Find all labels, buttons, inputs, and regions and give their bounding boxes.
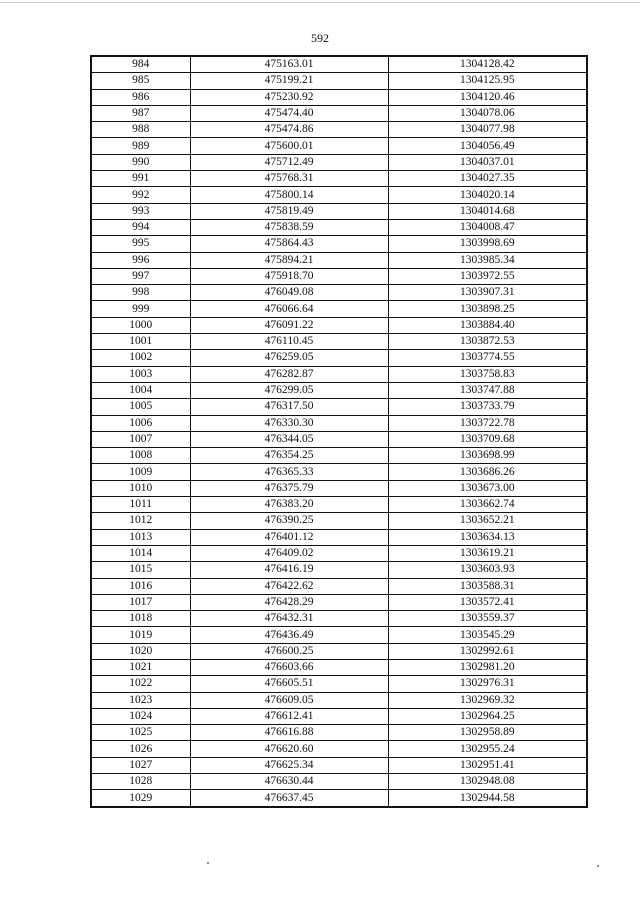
point-number-cell: 1000 (91, 317, 190, 333)
x-coordinate-cell: 476390.25 (190, 513, 388, 529)
point-number-cell: 995 (91, 236, 190, 252)
y-coordinate-cell: 1303884.40 (388, 317, 587, 333)
table-row (91, 562, 587, 578)
x-coordinate-cell: 476365.33 (190, 464, 388, 480)
x-coordinate-cell: 476616.88 (190, 725, 388, 741)
y-coordinate-cell: 1304077.98 (388, 122, 587, 138)
x-coordinate-cell: 476375.79 (190, 480, 388, 496)
table-row (91, 122, 587, 138)
table-row (91, 105, 587, 121)
y-coordinate-cell: 1303619.21 (388, 545, 587, 561)
point-number-cell: 1019 (91, 627, 190, 643)
y-coordinate-cell: 1304120.46 (388, 89, 587, 105)
y-coordinate-cell: 1302976.31 (388, 676, 587, 692)
x-coordinate-cell: 476383.20 (190, 497, 388, 513)
point-number-cell: 1016 (91, 578, 190, 594)
y-coordinate-cell: 1304125.95 (388, 73, 587, 89)
y-coordinate-cell: 1302951.41 (388, 757, 587, 773)
table-row (91, 399, 587, 415)
x-coordinate-cell: 476637.45 (190, 790, 388, 807)
x-coordinate-cell: 476422.62 (190, 578, 388, 594)
x-coordinate-cell: 476066.64 (190, 301, 388, 317)
y-coordinate-cell: 1304014.68 (388, 203, 587, 219)
x-coordinate-cell: 475600.01 (190, 138, 388, 154)
y-coordinate-cell: 1303898.25 (388, 301, 587, 317)
point-number-cell: 1014 (91, 545, 190, 561)
table-row (91, 268, 587, 284)
x-coordinate-cell: 476620.60 (190, 741, 388, 757)
point-number-cell: 1017 (91, 594, 190, 610)
y-coordinate-cell: 1303998.69 (388, 236, 587, 252)
point-number-cell: 1025 (91, 725, 190, 741)
point-number-cell: 990 (91, 154, 190, 170)
x-coordinate-cell: 476049.08 (190, 285, 388, 301)
x-coordinate-cell: 476609.05 (190, 692, 388, 708)
scan-top-edge (0, 2, 640, 3)
y-coordinate-cell: 1303698.99 (388, 448, 587, 464)
point-number-cell: 1020 (91, 643, 190, 659)
point-number-cell: 989 (91, 138, 190, 154)
table-row (91, 187, 587, 203)
y-coordinate-cell: 1302969.32 (388, 692, 587, 708)
table-row (91, 578, 587, 594)
x-coordinate-cell: 476299.05 (190, 382, 388, 398)
table-row (91, 317, 587, 333)
x-coordinate-cell: 476401.12 (190, 529, 388, 545)
table-row (91, 171, 587, 187)
x-coordinate-cell: 476625.34 (190, 757, 388, 773)
x-coordinate-cell: 475163.01 (190, 56, 388, 73)
point-number-cell: 1009 (91, 464, 190, 480)
coordinates-table-body (91, 56, 587, 807)
table-row (91, 643, 587, 659)
point-number-cell: 1024 (91, 708, 190, 724)
point-number-cell: 1007 (91, 431, 190, 447)
point-number-cell: 994 (91, 219, 190, 235)
point-number-cell: 987 (91, 105, 190, 121)
y-coordinate-cell: 1303603.93 (388, 562, 587, 578)
point-number-cell: 1010 (91, 480, 190, 496)
table-row (91, 285, 587, 301)
table-row (91, 236, 587, 252)
table-row (91, 480, 587, 496)
table-row (91, 154, 587, 170)
x-coordinate-cell: 476344.05 (190, 431, 388, 447)
y-coordinate-cell: 1303972.55 (388, 268, 587, 284)
x-coordinate-cell: 476317.50 (190, 399, 388, 415)
table-row (91, 73, 587, 89)
y-coordinate-cell: 1303545.29 (388, 627, 587, 643)
point-number-cell: 1001 (91, 334, 190, 350)
table-row (91, 692, 587, 708)
point-number-cell: 1027 (91, 757, 190, 773)
scan-speck (207, 862, 209, 864)
x-coordinate-cell: 476416.19 (190, 562, 388, 578)
x-coordinate-cell: 476428.29 (190, 594, 388, 610)
y-coordinate-cell: 1303673.00 (388, 480, 587, 496)
point-number-cell: 991 (91, 171, 190, 187)
y-coordinate-cell: 1303652.21 (388, 513, 587, 529)
y-coordinate-cell: 1303774.55 (388, 350, 587, 366)
y-coordinate-cell: 1304027.35 (388, 171, 587, 187)
point-number-cell: 1026 (91, 741, 190, 757)
point-number-cell: 1008 (91, 448, 190, 464)
x-coordinate-cell: 476630.44 (190, 774, 388, 790)
y-coordinate-cell: 1303634.13 (388, 529, 587, 545)
table-row (91, 219, 587, 235)
point-number-cell: 1015 (91, 562, 190, 578)
table-row (91, 431, 587, 447)
x-coordinate-cell: 476354.25 (190, 448, 388, 464)
table-row (91, 757, 587, 773)
y-coordinate-cell: 1303907.31 (388, 285, 587, 301)
y-coordinate-cell: 1303559.37 (388, 611, 587, 627)
point-number-cell: 1028 (91, 774, 190, 790)
y-coordinate-cell: 1303985.34 (388, 252, 587, 268)
coordinates-table (90, 55, 588, 808)
y-coordinate-cell: 1303758.83 (388, 366, 587, 382)
table-row (91, 725, 587, 741)
x-coordinate-cell: 475768.31 (190, 171, 388, 187)
point-number-cell: 1022 (91, 676, 190, 692)
x-coordinate-cell: 476110.45 (190, 334, 388, 350)
y-coordinate-cell: 1304020.14 (388, 187, 587, 203)
table-row (91, 252, 587, 268)
table-row (91, 545, 587, 561)
y-coordinate-cell: 1303709.68 (388, 431, 587, 447)
y-coordinate-cell: 1302948.08 (388, 774, 587, 790)
x-coordinate-cell: 475474.40 (190, 105, 388, 121)
table-row (91, 529, 587, 545)
y-coordinate-cell: 1302944.58 (388, 790, 587, 807)
table-row (91, 382, 587, 398)
y-coordinate-cell: 1304037.01 (388, 154, 587, 170)
table-row (91, 138, 587, 154)
scan-speck (597, 865, 599, 867)
x-coordinate-cell: 476612.41 (190, 708, 388, 724)
point-number-cell: 993 (91, 203, 190, 219)
x-coordinate-cell: 476603.66 (190, 659, 388, 675)
table-row (91, 89, 587, 105)
table-row (91, 203, 587, 219)
table-row (91, 790, 587, 807)
point-number-cell: 1012 (91, 513, 190, 529)
point-number-cell: 997 (91, 268, 190, 284)
x-coordinate-cell: 475474.86 (190, 122, 388, 138)
table-row (91, 366, 587, 382)
x-coordinate-cell: 476432.31 (190, 611, 388, 627)
page-number: 592 (311, 31, 329, 45)
x-coordinate-cell: 476600.25 (190, 643, 388, 659)
x-coordinate-cell: 475864.43 (190, 236, 388, 252)
point-number-cell: 1023 (91, 692, 190, 708)
table-row (91, 676, 587, 692)
x-coordinate-cell: 476605.51 (190, 676, 388, 692)
x-coordinate-cell: 475918.70 (190, 268, 388, 284)
x-coordinate-cell: 476409.02 (190, 545, 388, 561)
table-row (91, 415, 587, 431)
table-row (91, 708, 587, 724)
x-coordinate-cell: 476091.22 (190, 317, 388, 333)
point-number-cell: 1004 (91, 382, 190, 398)
point-number-cell: 1013 (91, 529, 190, 545)
point-number-cell: 996 (91, 252, 190, 268)
y-coordinate-cell: 1304128.42 (388, 56, 587, 73)
y-coordinate-cell: 1302958.89 (388, 725, 587, 741)
y-coordinate-cell: 1303747.88 (388, 382, 587, 398)
table-row (91, 594, 587, 610)
point-number-cell: 1006 (91, 415, 190, 431)
point-number-cell: 1003 (91, 366, 190, 382)
x-coordinate-cell: 475819.49 (190, 203, 388, 219)
y-coordinate-cell: 1302964.25 (388, 708, 587, 724)
x-coordinate-cell: 476282.87 (190, 366, 388, 382)
y-coordinate-cell: 1302955.24 (388, 741, 587, 757)
table-row (91, 56, 587, 73)
x-coordinate-cell: 475199.21 (190, 73, 388, 89)
x-coordinate-cell: 475800.14 (190, 187, 388, 203)
table-row (91, 448, 587, 464)
y-coordinate-cell: 1303572.41 (388, 594, 587, 610)
y-coordinate-cell: 1302992.61 (388, 643, 587, 659)
y-coordinate-cell: 1303872.53 (388, 334, 587, 350)
table-row (91, 774, 587, 790)
point-number-cell: 1021 (91, 659, 190, 675)
table-row (91, 464, 587, 480)
point-number-cell: 984 (91, 56, 190, 73)
table-row (91, 497, 587, 513)
point-number-cell: 1029 (91, 790, 190, 807)
x-coordinate-cell: 476330.30 (190, 415, 388, 431)
table-row (91, 301, 587, 317)
point-number-cell: 999 (91, 301, 190, 317)
y-coordinate-cell: 1303588.31 (388, 578, 587, 594)
x-coordinate-cell: 475894.21 (190, 252, 388, 268)
table-row (91, 741, 587, 757)
y-coordinate-cell: 1303722.78 (388, 415, 587, 431)
y-coordinate-cell: 1303662.74 (388, 497, 587, 513)
table-row (91, 659, 587, 675)
y-coordinate-cell: 1304078.06 (388, 105, 587, 121)
x-coordinate-cell: 475838.59 (190, 219, 388, 235)
y-coordinate-cell: 1304008.47 (388, 219, 587, 235)
point-number-cell: 988 (91, 122, 190, 138)
point-number-cell: 985 (91, 73, 190, 89)
x-coordinate-cell: 476436.49 (190, 627, 388, 643)
point-number-cell: 1002 (91, 350, 190, 366)
x-coordinate-cell: 475712.49 (190, 154, 388, 170)
x-coordinate-cell: 476259.05 (190, 350, 388, 366)
table-row (91, 350, 587, 366)
table-row (91, 627, 587, 643)
table-row (91, 513, 587, 529)
point-number-cell: 1018 (91, 611, 190, 627)
y-coordinate-cell: 1302981.20 (388, 659, 587, 675)
y-coordinate-cell: 1303686.26 (388, 464, 587, 480)
y-coordinate-cell: 1303733.79 (388, 399, 587, 415)
point-number-cell: 992 (91, 187, 190, 203)
point-number-cell: 1011 (91, 497, 190, 513)
point-number-cell: 1005 (91, 399, 190, 415)
y-coordinate-cell: 1304056.49 (388, 138, 587, 154)
x-coordinate-cell: 475230.92 (190, 89, 388, 105)
point-number-cell: 986 (91, 89, 190, 105)
point-number-cell: 998 (91, 285, 190, 301)
table-row (91, 334, 587, 350)
table-row (91, 611, 587, 627)
